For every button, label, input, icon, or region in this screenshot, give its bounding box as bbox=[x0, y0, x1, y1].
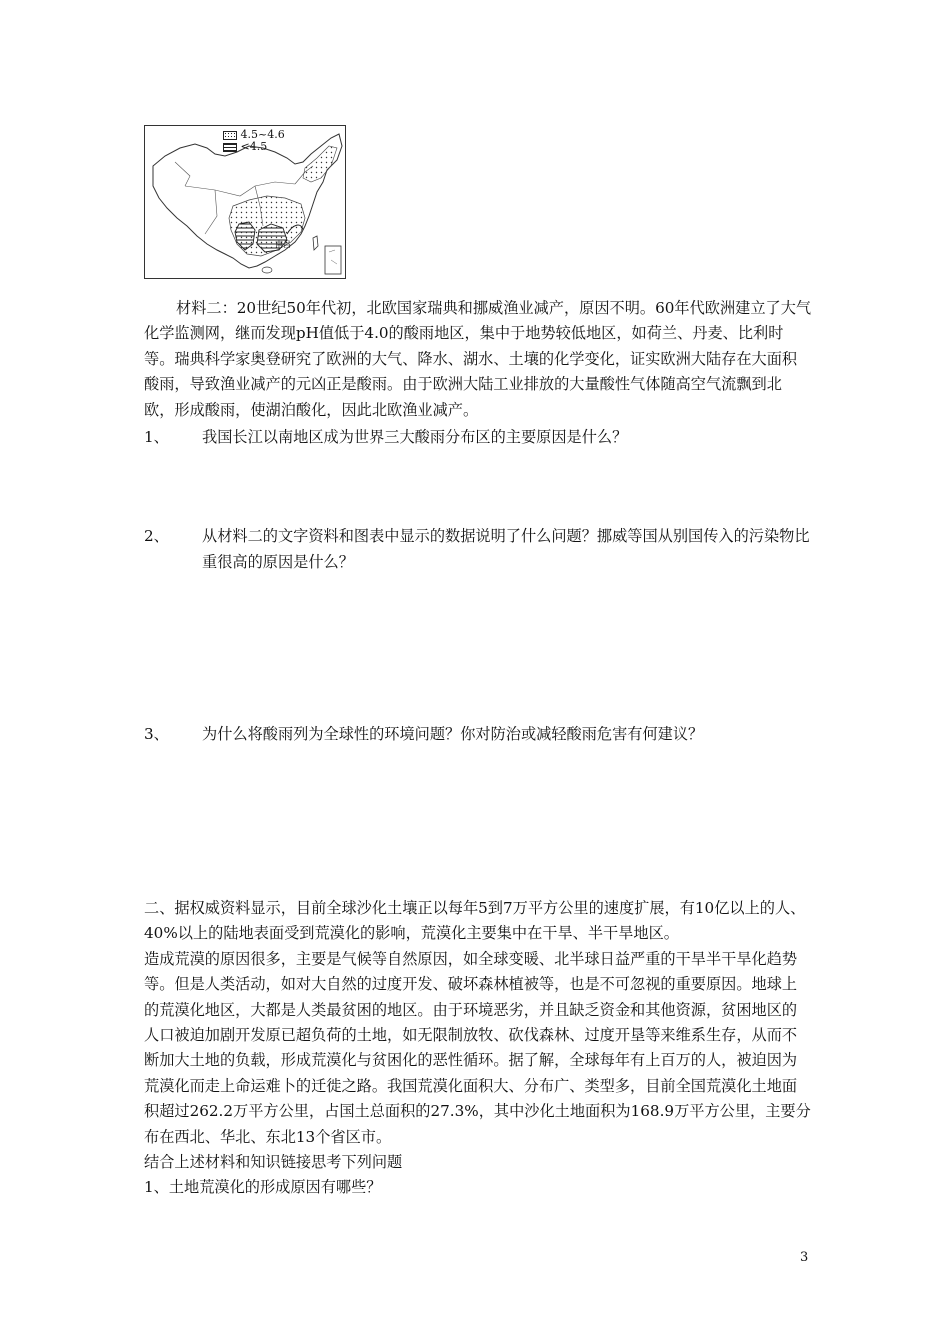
question-text: 为什么将酸雨列为全球性的环境问题？你对防治或减轻酸雨危害有何建议？ bbox=[202, 725, 704, 743]
question-text: 我国长江以南地区成为世界三大酸雨分布区的主要原因是什么？ bbox=[202, 428, 628, 446]
question-text: 从材料二的文字资料和图表中显示的数据说明了什么问题？挪威等国从别国传入的污染物比重很高的原因是什么？ bbox=[202, 527, 810, 571]
question-1 bbox=[144, 424, 812, 450]
question-number: 2、 bbox=[144, 527, 169, 545]
legend-label: <4.5 bbox=[240, 140, 268, 153]
material-two-text: 材料二：20世纪50年代初，北欧国家瑞典和挪威渔业减产，原因不明。60年代欧洲建立了大气化学监测网，继而发现pH值低于4.0的酸雨地区，集中于地势较低地区，如荷兰、丹麦、比利时等。瑞典科学家奥登研究了欧洲的大气、降水、湖水、土壤的化学变化，证实欧洲大陆存在大面积酸雨，导致渔业减产的元凶正是酸雨。由于欧洲大陆工业排放的大量酸性气体随高空气流飘到北欧，形成酸雨，使湖泊酸化，因此北欧渔业减产。 bbox=[144, 299, 812, 419]
city-label: 南昌 bbox=[275, 240, 291, 249]
question-number: 3、 bbox=[144, 725, 169, 743]
section-two bbox=[144, 896, 812, 1201]
page-number: 3 bbox=[800, 1250, 809, 1265]
section-two-prompt: 结合上述材料和知识链接思考下列问题 bbox=[144, 1153, 403, 1172]
section-two-intro: 二、据权威资料显示，目前全球沙化土壤正以每年5到7万平方公里的速度扩展，有10亿以上的人、40%以上的陆地表面受到荒漠化的影响，荒漠化主要集中在干旱、半干旱地区。 bbox=[144, 899, 806, 943]
hatched-swatch-icon bbox=[223, 143, 237, 152]
question-2 bbox=[144, 523, 812, 575]
question-number: 1、 bbox=[144, 428, 169, 446]
section-two-question-1: 1、土地荒漠化的形成原因有哪些？ bbox=[144, 1178, 382, 1197]
legend-label: 4.5~4.6 bbox=[240, 128, 285, 141]
material-two-paragraph bbox=[144, 296, 812, 423]
map-legend bbox=[223, 129, 285, 153]
section-two-body: 造成荒漠的原因很多，主要是气候等自然原因，如全球变暖、北半球日益严重的干旱半干旱化趋势等。但是人类活动，如对大自然的过度开发、破坏森林植被等，也是不可忽视的重要原因。地球上的荒漠化地区，大都是人类最贫困的地区。由于环境恶劣，并且缺乏资金和其他资源，贫困地区的人口被迫加剧开发原已超负荷的土地，如无限制放牧、砍伐森林、过度开垦等来维系生存，从而不断加大土地的负载，形成荒漠化与贫困化的恶性循环。据了解，全球每年有上百万的人，被迫因为荒漠化而走上命运难卜的迁徙之路。我国荒漠化面积大、分布广、类型多，目前全国荒漠化土地面积超过262.2万平方公里，占国土总面积的27.3%，其中沙化土地面积为168.9万平方公里，主要分布在西北、华北、东北13个省区市。 bbox=[144, 949, 811, 1146]
dotted-swatch-icon bbox=[223, 131, 237, 140]
question-3 bbox=[144, 721, 812, 747]
acid-rain-map bbox=[144, 125, 346, 279]
legend-item-severe bbox=[223, 141, 285, 153]
